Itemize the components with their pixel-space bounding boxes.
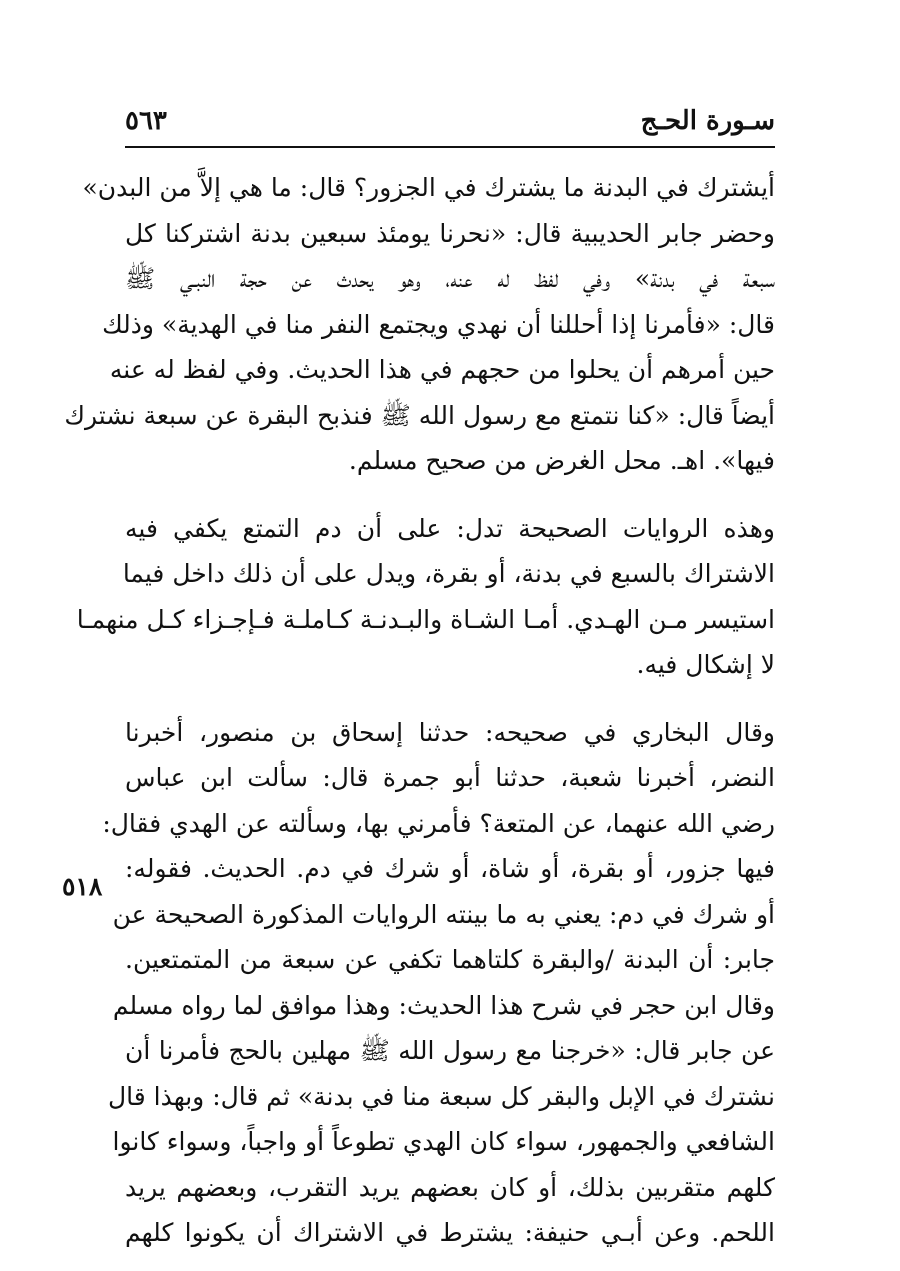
page-header <box>125 96 775 148</box>
text-line: أيشترك في البدنة ما يشترك في الجزور؟ قال: ما هي إلاَّ من البدن» <box>82 173 775 202</box>
text-line: وقال البخاري في صحيحه: حدثنا إسحاق بن منصور، أخبرنا <box>125 717 775 747</box>
paragraph-gap <box>125 484 775 506</box>
text-line: الاشتراك بالسبع في بدنة، أو بقرة، ويدل على أن ذلك داخل فيما <box>122 559 775 588</box>
text-line: نشترك في الإبل والبقر كل سبعة منا في بدنة» ثم قال: وبهذا قال <box>107 1081 775 1111</box>
text-line: أو شرك في دم: يعني به ما بينته الروايات المذكورة الصحيحة عن <box>112 899 775 929</box>
text-line: فيها جزور، أو بقرة، أو شاة، أو شرك في دم. الحديث. فقوله: <box>125 854 775 883</box>
text-line: جابر: أن البدنة /والبقرة كلتاهما تكفي عن سبعة من المتمتعين. <box>125 945 775 974</box>
text-line: وحضر جابر الحديبية قال: «نحرنا يومئذ سبعين بدنة اشتركنا كل <box>125 218 775 248</box>
paragraph-gap <box>125 688 775 710</box>
text-line: وهذه الروايات الصحيحة تدل: على أن دم التمتع يكفي فيه <box>125 513 775 543</box>
text-line: قال: «فأمرنا إذا أحللنا أن نهدي ويجتمع النفر منا في الهدية» وذلك <box>102 309 775 339</box>
text-line: كلهم متقربين بذلك، أو كان بعضهم يريد التقرب، وبعضهم يريد <box>125 1172 775 1202</box>
text-line: عن جابر قال: «خرجنا مع رسول الله ﷺ مهلين بالحج فأمرنا أن <box>125 1036 775 1065</box>
page-number: ٥٦٣ <box>125 106 167 136</box>
paragraph <box>64 165 775 484</box>
text-line: النضر، أخبرنا شعبة، حدثنا أبو جمرة قال: سألت ابن عباس <box>125 763 775 792</box>
text-line: أيضاً قال: «كنا نتمتع مع رسول الله ﷺ فنذبح البقرة عن سبعة نشترك <box>64 400 775 430</box>
text-line: رضي الله عنهما، عن المتعة؟ فأمرني بها، وسألته عن الهدي فقال: <box>102 808 775 838</box>
text-line: فيها». اهـ. محل الغرض من صحيح مسلم. <box>348 446 775 475</box>
running-title: سـورة الحـج <box>640 106 775 136</box>
paragraph <box>76 506 775 688</box>
text-line: سبعة في بدنة» وفي لفظ له عنه، وهو يحدث عن حجة النبـي ﷺ <box>125 264 775 293</box>
text-line: استيسر مـن الهـدي. أمـا الشـاة والبـدنـة كـاملـة فـإجـزاء كـل منهمـا <box>76 604 775 634</box>
margin-reference-number: ٥١٨ <box>62 872 103 901</box>
text-line: الشافعي والجمهور، سواء كان الهدي تطوعاً أو واجباً، وسواء كانوا <box>112 1127 775 1156</box>
text-line: حين أمرهم أن يحلوا من حجهم في هذا الحديث. وفي لفظ له عنه <box>109 355 775 384</box>
text-line: وقال ابن حجر في شرح هذا الحديث: وهذا موافق لما رواه مسلم <box>112 990 775 1020</box>
paragraph <box>102 710 775 1256</box>
text-line: لا إشكال فيه. <box>636 650 775 679</box>
text-line: اللحم. وعن أبـي حنيفة: يشترط في الاشتراك أن يكونوا كلهم <box>125 1218 775 1247</box>
